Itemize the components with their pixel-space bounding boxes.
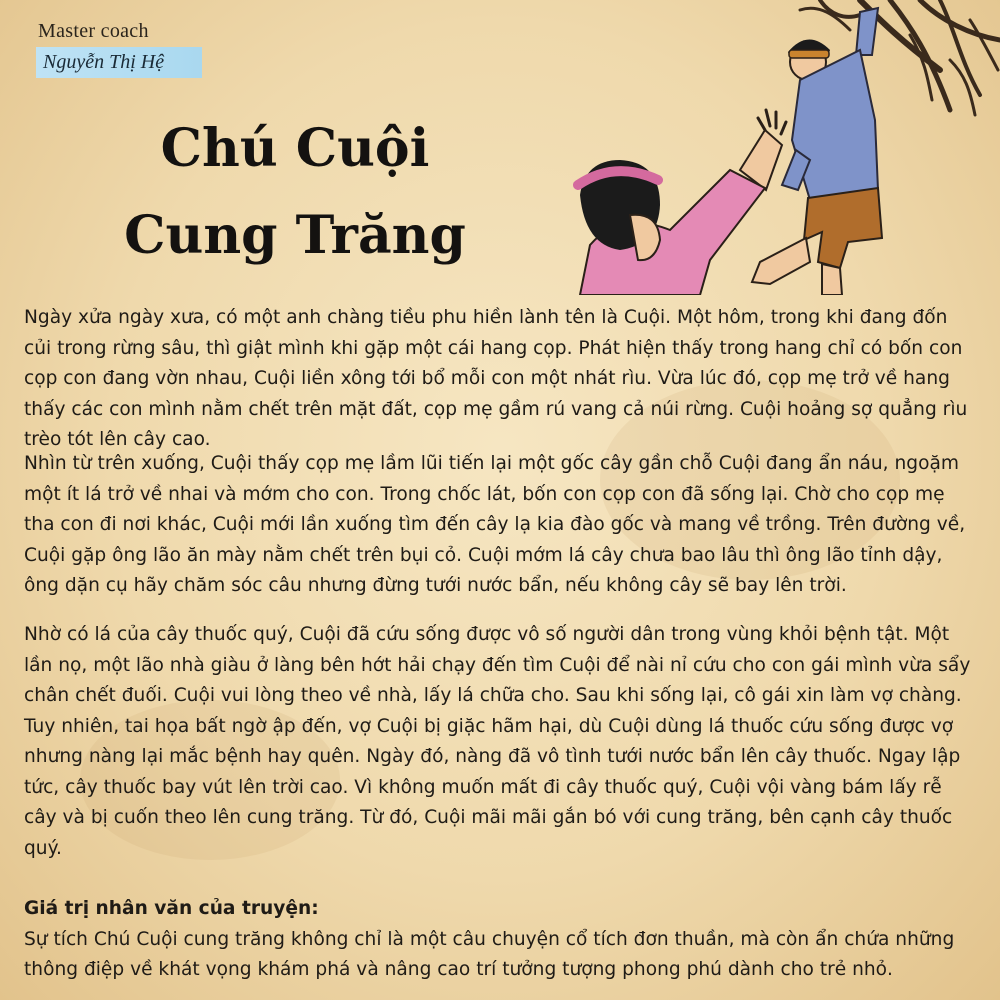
paragraph-text: Nhìn từ trên xuống, Cuội thấy cọp mẹ lầm lũi tiến lại một gốc cây gần chỗ Cuội đang ẩn náu, ngoặm một ít lá trở về nhai và mớm cho con. Trong chốc lát, bốn con cọp con đã sống lại. Chờ cho cọp mẹ tha con đi nơi khác, Cuội mới lần xuống tìm đến cây lạ kia đào gốc và mang về trồng. Trên đường về, Cuội gặp ông lão ăn mày nằm chết trên bụi cỏ. Cuội mớm lá cây chưa bao lâu thì ông lão tỉnh dậy, ông dặn cụ hãy chăm sóc câu nhưng đừng tưới nước bẩn, nếu không cây sẽ bay lên trời.: [24, 453, 966, 596]
story-illustration: [560, 0, 1000, 295]
story-paragraph-2: [24, 449, 974, 602]
story-paragraph-3: [24, 620, 974, 986]
moral-text: Sự tích Chú Cuội cung trăng không chỉ là một câu chuyện cổ tích đơn thuần, mà còn ẩn chứa những thông điệp về khát vọng khám phá và nâng cao trí tưởng tượng phong phú dành cho trẻ nhỏ.: [24, 928, 955, 980]
woman-figure: [578, 110, 786, 295]
header-name-badge: Nguyễn Thị Hệ: [36, 47, 202, 78]
paragraph-text: Ngày xửa ngày xưa, có một anh chàng tiều phu hiền lành tên là Cuội. Một hôm, trong khi đang đốn củi trong rừng sâu, thì giật mình khi gặp một cái hang cọp. Phát hiện thấy trong hang chỉ có bốn con cọp con đang vờn nhau, Cuội liền xông tới bổ mỗi con một nhát rìu. Vừa lúc đó, cọp mẹ trở về hang thấy các con mình nằm chết trên mặt đất, cọp mẹ gầm rú vang cả núi rừng. Cuội hoảng sợ quẳng rìu trèo tót lên cây cao.: [24, 307, 968, 450]
paragraph-text: Nhờ có lá của cây thuốc quý, Cuội đã cứu sống được vô số người dân trong vùng khỏi bệnh tật. Một lần nọ, một lão nhà giàu ở làng bên hớt hải chạy đến tìm Cuội để nài nỉ cứu cho con gái mình vừa sẩy chân chết đuối. Cuội vui lòng theo về nhà, lấy lá chữa cho. Sau khi sống lại, cô gái xin làm vợ chàng.: [24, 624, 971, 706]
story-paragraph-1: [24, 303, 974, 456]
spacer: [24, 864, 974, 894]
page-title-line2: Cung Trăng: [124, 205, 466, 266]
page-title-line1: Chú Cuội: [160, 118, 430, 179]
header-role: Master coach: [38, 20, 149, 42]
paragraph-text: Tuy nhiên, tai họa bất ngờ ập đến, vợ Cuội bị giặc hãm hại, dù Cuội dùng lá thuốc cứu sống được vợ nhưng nàng lại mắc bệnh hay quên. Ngày đó, nàng đã vô tình tưới nước bẩn lên cây thuốc. Ngay lập tức, cây thuốc bay vút lên trời cao. Vì không muốn mất đi cây thuốc quý, Cuội vội vàng bám lấy rễ cây và bị cuốn theo lên cung trăng. Từ đó, Cuội mãi mãi gắn bó với cung trăng, bên cạnh cây thuốc quý.: [24, 715, 961, 859]
moral-heading: Giá trị nhân văn của truyện:: [24, 898, 319, 919]
